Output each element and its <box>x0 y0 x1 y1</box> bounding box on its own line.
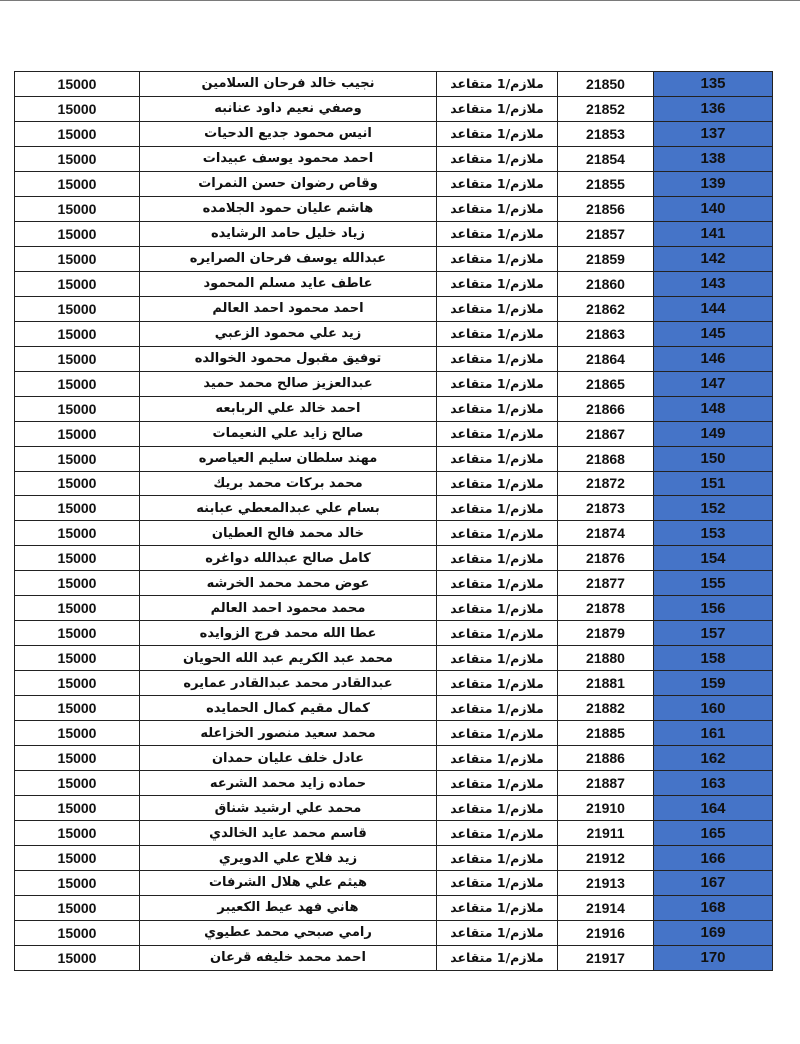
name-cell: زيد فلاح علي الدويري <box>140 846 437 871</box>
sequence-number-cell: 143 <box>654 271 773 296</box>
id-number-cell: 21860 <box>558 271 654 296</box>
amount-cell: 15000 <box>15 821 140 846</box>
table-row <box>15 920 773 945</box>
id-number-cell: 21865 <box>558 371 654 396</box>
table-row <box>15 696 773 721</box>
rank-cell: ملازم/1 متقاعد <box>437 496 558 521</box>
name-cell: عبدالعزيز صالح محمد حميد <box>140 371 437 396</box>
rank-cell: ملازم/1 متقاعد <box>437 945 558 970</box>
id-number-cell: 21910 <box>558 796 654 821</box>
table-row <box>15 871 773 896</box>
sequence-number-cell: 165 <box>654 821 773 846</box>
rank-cell: ملازم/1 متقاعد <box>437 146 558 171</box>
table-row <box>15 546 773 571</box>
rank-cell: ملازم/1 متقاعد <box>437 621 558 646</box>
amount-cell: 15000 <box>15 446 140 471</box>
rank-cell: ملازم/1 متقاعد <box>437 746 558 771</box>
name-cell: هيثم علي هلال الشرفات <box>140 871 437 896</box>
name-cell: زيد علي محمود الزعبي <box>140 321 437 346</box>
sequence-number-cell: 144 <box>654 296 773 321</box>
table-row <box>15 796 773 821</box>
amount-cell: 15000 <box>15 746 140 771</box>
table-row <box>15 371 773 396</box>
id-number-cell: 21856 <box>558 196 654 221</box>
name-cell: توفيق مقبول محمود الخوالده <box>140 346 437 371</box>
sequence-number-cell: 151 <box>654 471 773 496</box>
rank-cell: ملازم/1 متقاعد <box>437 846 558 871</box>
name-cell: عاطف عايد مسلم المحمود <box>140 271 437 296</box>
id-number-cell: 21882 <box>558 696 654 721</box>
name-cell: عبدالقادر محمد عبدالقادر عمايره <box>140 671 437 696</box>
name-cell: رامي صبحي محمد عطيوي <box>140 920 437 945</box>
id-number-cell: 21852 <box>558 96 654 121</box>
id-number-cell: 21868 <box>558 446 654 471</box>
id-number-cell: 21866 <box>558 396 654 421</box>
name-cell: عادل خلف عليان حمدان <box>140 746 437 771</box>
amount-cell: 15000 <box>15 646 140 671</box>
name-cell: عوض محمد محمد الخرشه <box>140 571 437 596</box>
name-cell: عبدالله يوسف فرحان الصرايره <box>140 246 437 271</box>
table-row <box>15 146 773 171</box>
id-number-cell: 21854 <box>558 146 654 171</box>
name-cell: حماده زايد محمد الشرعه <box>140 771 437 796</box>
amount-cell: 15000 <box>15 596 140 621</box>
rank-cell: ملازم/1 متقاعد <box>437 646 558 671</box>
sequence-number-cell: 167 <box>654 871 773 896</box>
sequence-number-cell: 158 <box>654 646 773 671</box>
name-cell: هاني فهد عيط الكعيبر <box>140 895 437 920</box>
rank-cell: ملازم/1 متقاعد <box>437 221 558 246</box>
amount-cell: 15000 <box>15 571 140 596</box>
amount-cell: 15000 <box>15 171 140 196</box>
id-number-cell: 21863 <box>558 321 654 346</box>
sequence-number-cell: 142 <box>654 246 773 271</box>
sequence-number-cell: 139 <box>654 171 773 196</box>
amount-cell: 15000 <box>15 496 140 521</box>
amount-cell: 15000 <box>15 421 140 446</box>
id-number-cell: 21914 <box>558 895 654 920</box>
table-row <box>15 945 773 970</box>
amount-cell: 15000 <box>15 371 140 396</box>
amount-cell: 15000 <box>15 346 140 371</box>
rank-cell: ملازم/1 متقاعد <box>437 371 558 396</box>
table-row <box>15 746 773 771</box>
table-row <box>15 571 773 596</box>
sequence-number-cell: 153 <box>654 521 773 546</box>
name-cell: كمال مقيم كمال الحمايده <box>140 696 437 721</box>
sequence-number-cell: 149 <box>654 421 773 446</box>
sequence-number-cell: 160 <box>654 696 773 721</box>
roster-table-body <box>15 72 773 971</box>
name-cell: بسام علي عبدالمعطي عبابنه <box>140 496 437 521</box>
rank-cell: ملازم/1 متقاعد <box>437 821 558 846</box>
id-number-cell: 21881 <box>558 671 654 696</box>
amount-cell: 15000 <box>15 121 140 146</box>
sequence-number-cell: 145 <box>654 321 773 346</box>
sequence-number-cell: 150 <box>654 446 773 471</box>
sequence-number-cell: 170 <box>654 945 773 970</box>
id-number-cell: 21878 <box>558 596 654 621</box>
rank-cell: ملازم/1 متقاعد <box>437 96 558 121</box>
amount-cell: 15000 <box>15 146 140 171</box>
table-row <box>15 271 773 296</box>
rank-cell: ملازم/1 متقاعد <box>437 246 558 271</box>
sequence-number-cell: 152 <box>654 496 773 521</box>
rank-cell: ملازم/1 متقاعد <box>437 321 558 346</box>
name-cell: خالد محمد فالح العطيان <box>140 521 437 546</box>
amount-cell: 15000 <box>15 296 140 321</box>
name-cell: عطا الله محمد فرج الزوايده <box>140 621 437 646</box>
name-cell: محمد محمود احمد العالم <box>140 596 437 621</box>
amount-cell: 15000 <box>15 396 140 421</box>
id-number-cell: 21913 <box>558 871 654 896</box>
id-number-cell: 21880 <box>558 646 654 671</box>
table-row <box>15 771 773 796</box>
sequence-number-cell: 169 <box>654 920 773 945</box>
id-number-cell: 21850 <box>558 72 654 97</box>
amount-cell: 15000 <box>15 321 140 346</box>
id-number-cell: 21873 <box>558 496 654 521</box>
name-cell: احمد محمود احمد العالم <box>140 296 437 321</box>
name-cell: قاسم محمد عايد الخالدي <box>140 821 437 846</box>
table-row <box>15 646 773 671</box>
id-number-cell: 21917 <box>558 945 654 970</box>
rank-cell: ملازم/1 متقاعد <box>437 871 558 896</box>
table-row <box>15 96 773 121</box>
id-number-cell: 21887 <box>558 771 654 796</box>
table-row <box>15 721 773 746</box>
table-row <box>15 246 773 271</box>
table-row <box>15 821 773 846</box>
table-row <box>15 895 773 920</box>
rank-cell: ملازم/1 متقاعد <box>437 920 558 945</box>
name-cell: احمد محمد خليفه قرعان <box>140 945 437 970</box>
amount-cell: 15000 <box>15 945 140 970</box>
table-row <box>15 521 773 546</box>
amount-cell: 15000 <box>15 771 140 796</box>
rank-cell: ملازم/1 متقاعد <box>437 196 558 221</box>
name-cell: انيس محمود جديع الدحيات <box>140 121 437 146</box>
sequence-number-cell: 148 <box>654 396 773 421</box>
sequence-number-cell: 159 <box>654 671 773 696</box>
sequence-number-cell: 157 <box>654 621 773 646</box>
rank-cell: ملازم/1 متقاعد <box>437 696 558 721</box>
id-number-cell: 21916 <box>558 920 654 945</box>
name-cell: وصفي نعيم داود عنانبه <box>140 96 437 121</box>
rank-cell: ملازم/1 متقاعد <box>437 771 558 796</box>
table-row <box>15 321 773 346</box>
table-row <box>15 171 773 196</box>
sequence-number-cell: 163 <box>654 771 773 796</box>
roster-table <box>14 71 773 971</box>
rank-cell: ملازم/1 متقاعد <box>437 396 558 421</box>
rank-cell: ملازم/1 متقاعد <box>437 596 558 621</box>
sequence-number-cell: 147 <box>654 371 773 396</box>
name-cell: احمد خالد علي الربابعه <box>140 396 437 421</box>
rank-cell: ملازم/1 متقاعد <box>437 721 558 746</box>
name-cell: محمد سعيد منصور الخزاعله <box>140 721 437 746</box>
rank-cell: ملازم/1 متقاعد <box>437 121 558 146</box>
id-number-cell: 21853 <box>558 121 654 146</box>
table-row <box>15 72 773 97</box>
sequence-number-cell: 140 <box>654 196 773 221</box>
amount-cell: 15000 <box>15 721 140 746</box>
rank-cell: ملازم/1 متقاعد <box>437 296 558 321</box>
table-row <box>15 346 773 371</box>
table-row <box>15 596 773 621</box>
sequence-number-cell: 138 <box>654 146 773 171</box>
table-row <box>15 196 773 221</box>
rank-cell: ملازم/1 متقاعد <box>437 446 558 471</box>
amount-cell: 15000 <box>15 271 140 296</box>
name-cell: كامل صالح عبدالله دواغره <box>140 546 437 571</box>
sequence-number-cell: 168 <box>654 895 773 920</box>
table-row <box>15 396 773 421</box>
rank-cell: ملازم/1 متقاعد <box>437 471 558 496</box>
sequence-number-cell: 141 <box>654 221 773 246</box>
id-number-cell: 21886 <box>558 746 654 771</box>
sequence-number-cell: 166 <box>654 846 773 871</box>
id-number-cell: 21911 <box>558 821 654 846</box>
table-row <box>15 846 773 871</box>
amount-cell: 15000 <box>15 895 140 920</box>
rank-cell: ملازم/1 متقاعد <box>437 171 558 196</box>
id-number-cell: 21877 <box>558 571 654 596</box>
table-row <box>15 296 773 321</box>
id-number-cell: 21879 <box>558 621 654 646</box>
table-row <box>15 421 773 446</box>
id-number-cell: 21885 <box>558 721 654 746</box>
amount-cell: 15000 <box>15 846 140 871</box>
id-number-cell: 21874 <box>558 521 654 546</box>
rank-cell: ملازم/1 متقاعد <box>437 671 558 696</box>
sequence-number-cell: 156 <box>654 596 773 621</box>
id-number-cell: 21872 <box>558 471 654 496</box>
table-row <box>15 671 773 696</box>
amount-cell: 15000 <box>15 696 140 721</box>
name-cell: نجيب خالد فرحان السلامين <box>140 72 437 97</box>
name-cell: زياد خليل حامد الرشايده <box>140 221 437 246</box>
amount-cell: 15000 <box>15 920 140 945</box>
id-number-cell: 21876 <box>558 546 654 571</box>
rank-cell: ملازم/1 متقاعد <box>437 796 558 821</box>
id-number-cell: 21855 <box>558 171 654 196</box>
amount-cell: 15000 <box>15 871 140 896</box>
rank-cell: ملازم/1 متقاعد <box>437 72 558 97</box>
name-cell: صالح زايد علي النعيمات <box>140 421 437 446</box>
amount-cell: 15000 <box>15 246 140 271</box>
table-row <box>15 471 773 496</box>
table-row <box>15 121 773 146</box>
name-cell: احمد محمود يوسف عبيدات <box>140 146 437 171</box>
top-divider <box>0 0 800 1</box>
id-number-cell: 21912 <box>558 846 654 871</box>
name-cell: مهند سلطان سليم العياصره <box>140 446 437 471</box>
table-row <box>15 621 773 646</box>
sequence-number-cell: 161 <box>654 721 773 746</box>
sequence-number-cell: 135 <box>654 72 773 97</box>
amount-cell: 15000 <box>15 221 140 246</box>
amount-cell: 15000 <box>15 72 140 97</box>
rank-cell: ملازم/1 متقاعد <box>437 521 558 546</box>
amount-cell: 15000 <box>15 796 140 821</box>
id-number-cell: 21857 <box>558 221 654 246</box>
amount-cell: 15000 <box>15 671 140 696</box>
rank-cell: ملازم/1 متقاعد <box>437 346 558 371</box>
rank-cell: ملازم/1 متقاعد <box>437 571 558 596</box>
amount-cell: 15000 <box>15 471 140 496</box>
amount-cell: 15000 <box>15 96 140 121</box>
amount-cell: 15000 <box>15 196 140 221</box>
sequence-number-cell: 146 <box>654 346 773 371</box>
rank-cell: ملازم/1 متقاعد <box>437 421 558 446</box>
name-cell: محمد بركات محمد بريك <box>140 471 437 496</box>
rank-cell: ملازم/1 متقاعد <box>437 271 558 296</box>
id-number-cell: 21862 <box>558 296 654 321</box>
amount-cell: 15000 <box>15 621 140 646</box>
amount-cell: 15000 <box>15 521 140 546</box>
name-cell: محمد عبد الكريم عبد الله الحويان <box>140 646 437 671</box>
rank-cell: ملازم/1 متقاعد <box>437 895 558 920</box>
id-number-cell: 21859 <box>558 246 654 271</box>
sequence-number-cell: 154 <box>654 546 773 571</box>
table-row <box>15 221 773 246</box>
rank-cell: ملازم/1 متقاعد <box>437 546 558 571</box>
name-cell: هاشم عليان حمود الجلامده <box>140 196 437 221</box>
name-cell: وقاص رضوان حسن النمرات <box>140 171 437 196</box>
table-row <box>15 496 773 521</box>
id-number-cell: 21864 <box>558 346 654 371</box>
sequence-number-cell: 164 <box>654 796 773 821</box>
sequence-number-cell: 162 <box>654 746 773 771</box>
table-row <box>15 446 773 471</box>
name-cell: محمد علي ارشيد شناق <box>140 796 437 821</box>
id-number-cell: 21867 <box>558 421 654 446</box>
sequence-number-cell: 155 <box>654 571 773 596</box>
sequence-number-cell: 136 <box>654 96 773 121</box>
sequence-number-cell: 137 <box>654 121 773 146</box>
amount-cell: 15000 <box>15 546 140 571</box>
